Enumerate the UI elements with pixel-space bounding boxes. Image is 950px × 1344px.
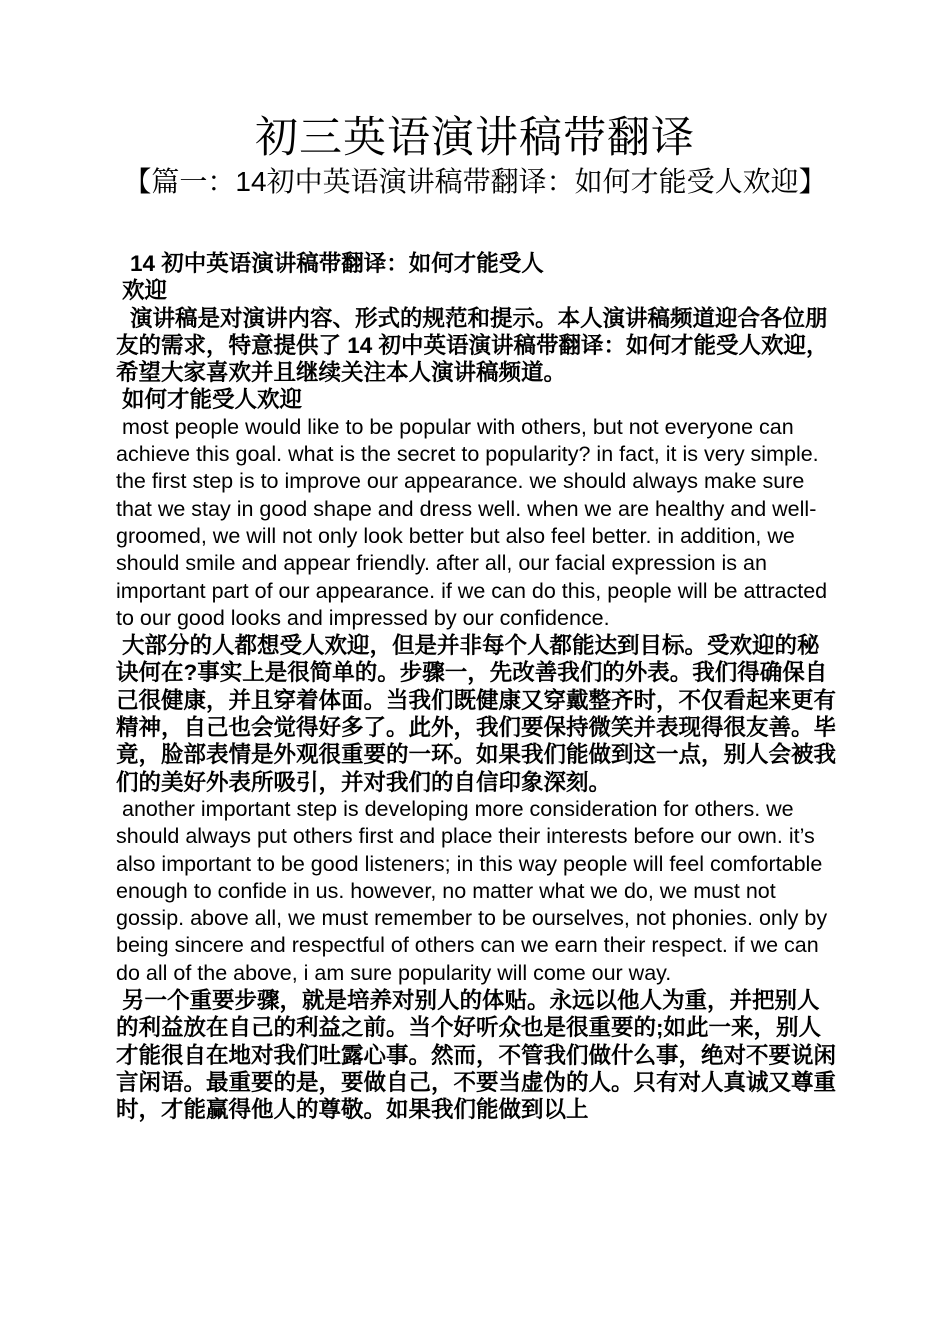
paragraph-zh-1-text: 大部分的人都想受人欢迎，但是并非每个人都能达到目标。受欢迎的秘诀何在?事实上是很简单的。步骤一，先改善我们的外表。我们得确保自己很健康，并且穿着体面。当我们既健康又穿戴整齐时，不仅看起来更有精神，自己也会觉得好多了。此外，我们要保持微笑并表现得很友善。毕竟，脸部表情是外观很重要的一环。如果我们能做到这一点，别人会被我们的美好外表所吸引，并对我们的自信印象深刻。 (116, 633, 837, 795)
section-heading-line1: 14 初中英语演讲稿带翻译：如何才能受人 (130, 251, 544, 276)
paragraph-en-1 (116, 414, 836, 632)
document-body (116, 250, 836, 1124)
document-title: 初三英语演讲稿带翻译 (255, 114, 695, 162)
paragraph-en-2-text: another important step is developing more consideration for others. we should always put others first and place their interests before our own. it’s also important to be good listeners; in this way people will feel comfortable enough to confide in us. however, no matter what we do, we must not gossip. above all, we must remember to be ourselves, not phonies. only by being sincere and respectful of others can we earn their respect. if we can do all of the above, i am sure popularity will come our way. (116, 796, 828, 985)
paragraph-zh-2-text: 另一个重要步骤，就是培养对别人的体贴。永远以他人为重，并把别人的利益放在自己的利益之前。当个好听众也是很重要的;如此一来，别人才能很自在地对我们吐露心事。然而，不管我们做什么事，绝对不要说闲言闲语。最重要的是，要做自己，不要当虚伪的人。只有对人真诚又尊重时，才能赢得他人的尊敬。如果我们能做到以上 (116, 988, 837, 1123)
document-subtitle: 【篇一：14初中英语演讲稿带翻译：如何才能受人欢迎】 (123, 166, 827, 197)
paragraph-zh-1 (116, 632, 836, 796)
paragraph-en-1-text: most people would like to be popular with others, but not everyone can achieve this goal. what is the secret to popularity? in fact, it is very simple. the first step is to improve our appearance. we should always make sure that we stay in good shape and dress well. when we are healthy and well-groomed, we will not only look better but also feel better. in addition, we should smile and appear friendly. after all, our facial expression is an important part of our appearance. if we can do this, people will be attracted to our good looks and impressed by our confidence. (116, 414, 828, 630)
section-heading-line2: 欢迎 (122, 278, 168, 304)
speech-title: 如何才能受人欢迎 (122, 387, 303, 413)
paragraph-en-2 (116, 796, 836, 987)
intro-paragraph-text: 演讲稿是对演讲内容、形式的规范和提示。本人演讲稿频道迎合各位朋友的需求，特意提供了 14 初中英语演讲稿带翻译：如何才能受人欢迎，希望大家喜欢并且继续关注本人演讲稿频道。 (116, 305, 829, 386)
intro-paragraph (116, 305, 836, 387)
paragraph-zh-2 (116, 987, 836, 1123)
